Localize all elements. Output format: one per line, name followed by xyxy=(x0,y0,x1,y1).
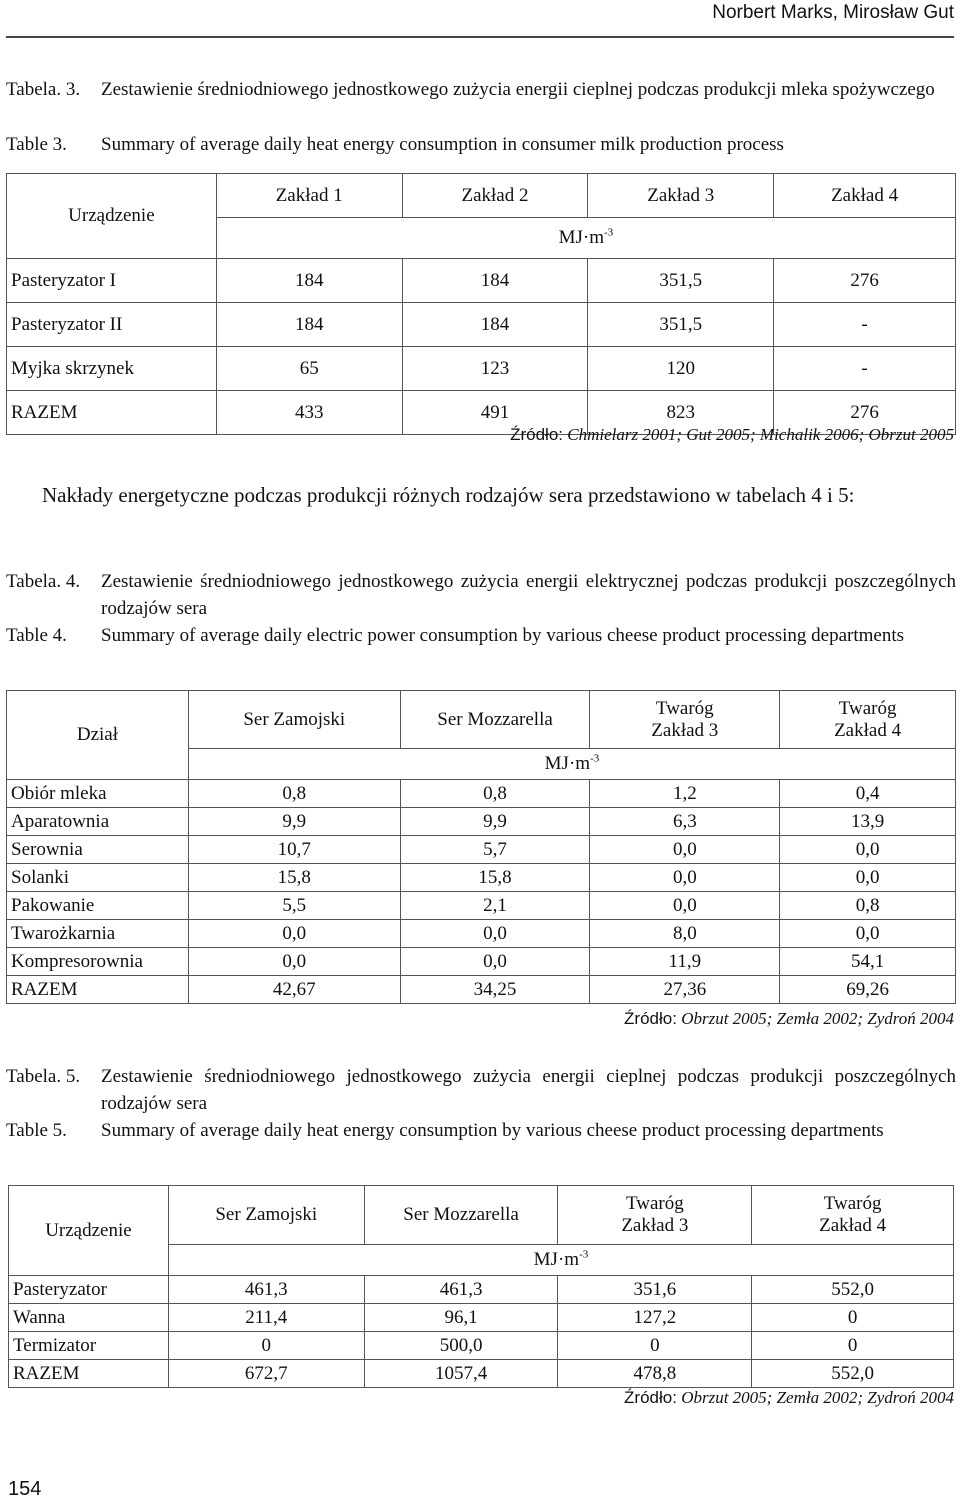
table-cell: 2,1 xyxy=(400,892,590,920)
source-label: Źródło: xyxy=(624,1388,677,1407)
table4-column-header xyxy=(590,691,780,749)
table-cell: 123 xyxy=(402,347,588,391)
page-number: 154 xyxy=(8,1478,42,1500)
table-cell: 276 xyxy=(774,259,956,303)
table-cell: 9,9 xyxy=(400,808,590,836)
table-row xyxy=(7,892,956,920)
table-row xyxy=(7,864,956,892)
table-cell: 0,0 xyxy=(780,864,956,892)
table4-column-header xyxy=(188,691,400,749)
table-row xyxy=(7,948,956,976)
table-cell: 0,8 xyxy=(400,780,590,808)
table-row xyxy=(7,259,956,303)
row-label: Pasteryzator xyxy=(9,1276,169,1304)
table-row xyxy=(7,780,956,808)
table3-column-header: Zakład 3 xyxy=(588,174,774,218)
table-row xyxy=(9,1332,954,1360)
row-label: Kompresorownia xyxy=(7,948,189,976)
table4-caption-pl xyxy=(6,568,956,622)
row-label: Pakowanie xyxy=(7,892,189,920)
table4-col-header: Dział xyxy=(7,691,189,780)
table-cell: 0,0 xyxy=(188,920,400,948)
table4-column-header xyxy=(400,691,590,749)
table-row xyxy=(9,1360,954,1388)
table5-column-header xyxy=(752,1186,954,1245)
table-cell: 8,0 xyxy=(590,920,780,948)
table-cell: 0,0 xyxy=(780,920,956,948)
table-cell: 0,0 xyxy=(400,920,590,948)
table-row xyxy=(9,1276,954,1304)
table-cell: 34,25 xyxy=(400,976,590,1004)
column-title: Ser Mozzarella xyxy=(403,1204,519,1225)
source-label: Źródło: xyxy=(624,1009,677,1028)
table3-column-header: Zakład 2 xyxy=(402,174,588,218)
table-cell: 552,0 xyxy=(752,1360,954,1388)
column-subtitle: Zakład 4 xyxy=(834,719,902,741)
unit-exponent: -3 xyxy=(590,752,600,765)
table-row xyxy=(7,347,956,391)
table-cell: 0 xyxy=(752,1304,954,1332)
table-cell: 184 xyxy=(402,259,588,303)
table4-label-en: Table 4. xyxy=(6,625,67,646)
table-cell: 15,8 xyxy=(400,864,590,892)
unit-base: MJ·m xyxy=(533,1249,580,1270)
unit-base: MJ·m xyxy=(558,227,605,248)
table-cell: 0,8 xyxy=(780,892,956,920)
unit-exponent: -3 xyxy=(604,226,614,239)
table3-caption-pl-text: Zestawienie średniodniowego jednostkowego zużycia energii cieplnej podczas produkcji mleka spożywczego xyxy=(101,79,935,100)
table-cell: 184 xyxy=(216,259,402,303)
column-subtitle: Zakład 4 xyxy=(819,1215,887,1236)
table4-caption-en xyxy=(6,622,956,649)
source-text: Chmielarz 2001; Gut 2005; Michalik 2006; Obrzut 2005 xyxy=(567,425,954,444)
table3-caption-pl xyxy=(6,76,956,103)
column-title: Ser Zamojski xyxy=(215,1204,318,1225)
table5-label-pl: Tabela. 5. xyxy=(6,1066,81,1087)
table-cell: 69,26 xyxy=(780,976,956,1004)
row-label: Serownia xyxy=(7,836,189,864)
table-cell: 127,2 xyxy=(558,1304,752,1332)
table-cell: 11,9 xyxy=(590,948,780,976)
column-title: Twaróg xyxy=(625,1193,684,1214)
table3-unit xyxy=(216,218,955,259)
row-label: Termizator xyxy=(9,1332,169,1360)
column-title: Ser Zamojski xyxy=(243,708,346,730)
table-cell: 27,36 xyxy=(590,976,780,1004)
table5-label-en: Table 5. xyxy=(6,1120,67,1141)
table4-caption-en-text: Summary of average daily electric power consumption by various cheese product processing departments xyxy=(101,625,905,646)
table3-col-header: Urządzenie xyxy=(7,174,217,259)
table3-column-header: Zakład 1 xyxy=(216,174,402,218)
table-cell: 478,8 xyxy=(558,1360,752,1388)
row-label: Solanki xyxy=(7,864,189,892)
row-label: Pasteryzator II xyxy=(7,303,217,347)
table-cell: 461,3 xyxy=(364,1276,558,1304)
table-cell: 54,1 xyxy=(780,948,956,976)
row-label: Obiór mleka xyxy=(7,780,189,808)
table-row xyxy=(7,303,956,347)
table5-column-header xyxy=(364,1186,558,1245)
table-cell: 96,1 xyxy=(364,1304,558,1332)
table4-caption-pl-text: Zestawienie średniodniowego jednostkowego zużycia energii elektrycznej podczas produkcji poszczególnych rodzajów sera xyxy=(101,571,956,619)
column-title: Twaróg xyxy=(655,697,714,719)
table-cell: 65 xyxy=(216,347,402,391)
table3-column-header: Zakład 4 xyxy=(774,174,956,218)
table-cell: 0,0 xyxy=(780,836,956,864)
row-label: RAZEM xyxy=(9,1360,169,1388)
table4 xyxy=(6,690,956,1004)
source-label: Źródło: xyxy=(510,425,564,444)
table-cell: 823 xyxy=(588,391,774,435)
table-cell: 184 xyxy=(402,303,588,347)
table3-label-pl: Tabela. 3. xyxy=(6,79,81,100)
table5-column-header xyxy=(558,1186,752,1245)
table-row xyxy=(7,920,956,948)
table5-caption-pl xyxy=(6,1063,956,1117)
table3-caption-en xyxy=(6,131,956,158)
table-cell: 5,7 xyxy=(400,836,590,864)
table-cell: 42,67 xyxy=(188,976,400,1004)
column-subtitle: Zakład 3 xyxy=(651,719,719,741)
table-cell: 500,0 xyxy=(364,1332,558,1360)
table-cell: 0,0 xyxy=(590,836,780,864)
table-cell: 9,9 xyxy=(188,808,400,836)
table-cell: 351,5 xyxy=(588,259,774,303)
column-subtitle: Zakład 3 xyxy=(621,1215,689,1236)
table5-caption-en xyxy=(6,1117,956,1144)
table5-source xyxy=(624,1388,954,1408)
table4-source xyxy=(624,1009,954,1029)
table-cell: 0,0 xyxy=(400,948,590,976)
table-cell: 552,0 xyxy=(752,1276,954,1304)
table-cell: 211,4 xyxy=(168,1304,364,1332)
column-title: Twaróg xyxy=(823,1193,882,1214)
source-text: Obrzut 2005; Zemła 2002; Zydroń 2004 xyxy=(681,1388,954,1407)
table5-column-header xyxy=(168,1186,364,1245)
unit-base: MJ·m xyxy=(544,753,591,774)
table-cell: 10,7 xyxy=(188,836,400,864)
table-cell: 0,4 xyxy=(780,780,956,808)
table-cell: 672,7 xyxy=(168,1360,364,1388)
table-cell: 5,5 xyxy=(188,892,400,920)
table5-caption-en-text: Summary of average daily heat energy consumption by various cheese product processing departments xyxy=(101,1120,884,1141)
row-label: Aparatownia xyxy=(7,808,189,836)
table4-label-pl: Tabela. 4. xyxy=(6,571,81,592)
column-title: Twaróg xyxy=(838,697,897,719)
table5 xyxy=(8,1185,954,1388)
table-cell: 491 xyxy=(402,391,588,435)
table-cell: 276 xyxy=(774,391,956,435)
row-label: Wanna xyxy=(9,1304,169,1332)
table-cell: 0,0 xyxy=(590,864,780,892)
table-cell: 0 xyxy=(168,1332,364,1360)
table-cell: - xyxy=(774,347,956,391)
table-cell: 0,8 xyxy=(188,780,400,808)
table-cell: 0,0 xyxy=(188,948,400,976)
table-row xyxy=(7,836,956,864)
table-row xyxy=(7,976,956,1004)
row-label: Myjka skrzynek xyxy=(7,347,217,391)
body-paragraph: Nakłady energetyczne podczas produkcji różnych rodzajów sera przedstawiono w tabelach 4 i 5: xyxy=(42,483,855,507)
table-cell: 1057,4 xyxy=(364,1360,558,1388)
table3-label-en: Table 3. xyxy=(6,134,67,155)
table-cell: 120 xyxy=(588,347,774,391)
table-cell: 13,9 xyxy=(780,808,956,836)
table-cell: 1,2 xyxy=(590,780,780,808)
table-row xyxy=(7,808,956,836)
table3-source xyxy=(510,425,954,445)
row-label: RAZEM xyxy=(7,391,217,435)
table-cell: - xyxy=(774,303,956,347)
table-cell: 433 xyxy=(216,391,402,435)
table5-col-header: Urządzenie xyxy=(9,1186,169,1276)
table-cell: 0,0 xyxy=(590,892,780,920)
table5-unit xyxy=(168,1245,953,1276)
row-label: RAZEM xyxy=(7,976,189,1004)
table-cell: 6,3 xyxy=(590,808,780,836)
table3-caption-en-text: Summary of average daily heat energy consumption in consumer milk production process xyxy=(101,134,784,155)
running-header: Norbert Marks, Mirosław Gut xyxy=(712,2,954,23)
table4-unit xyxy=(188,749,955,780)
column-title: Ser Mozzarella xyxy=(437,708,553,730)
table4-column-header xyxy=(780,691,956,749)
table-cell: 461,3 xyxy=(168,1276,364,1304)
table-row xyxy=(9,1304,954,1332)
table-cell: 0 xyxy=(558,1332,752,1360)
row-label: Twarożkarnia xyxy=(7,920,189,948)
table3 xyxy=(6,173,956,435)
source-text: Obrzut 2005; Zemła 2002; Zydroń 2004 xyxy=(681,1009,954,1028)
row-label: Pasteryzator I xyxy=(7,259,217,303)
table-cell: 0 xyxy=(752,1332,954,1360)
header-divider xyxy=(6,36,954,38)
table-cell: 184 xyxy=(216,303,402,347)
table-cell: 15,8 xyxy=(188,864,400,892)
table-cell: 351,6 xyxy=(558,1276,752,1304)
unit-exponent: -3 xyxy=(579,1248,589,1261)
table-cell: 351,5 xyxy=(588,303,774,347)
table5-caption-pl-text: Zestawienie średniodniowego jednostkowego zużycia energii cieplnej podczas produkcji poszczególnych rodzajów sera xyxy=(101,1066,956,1114)
